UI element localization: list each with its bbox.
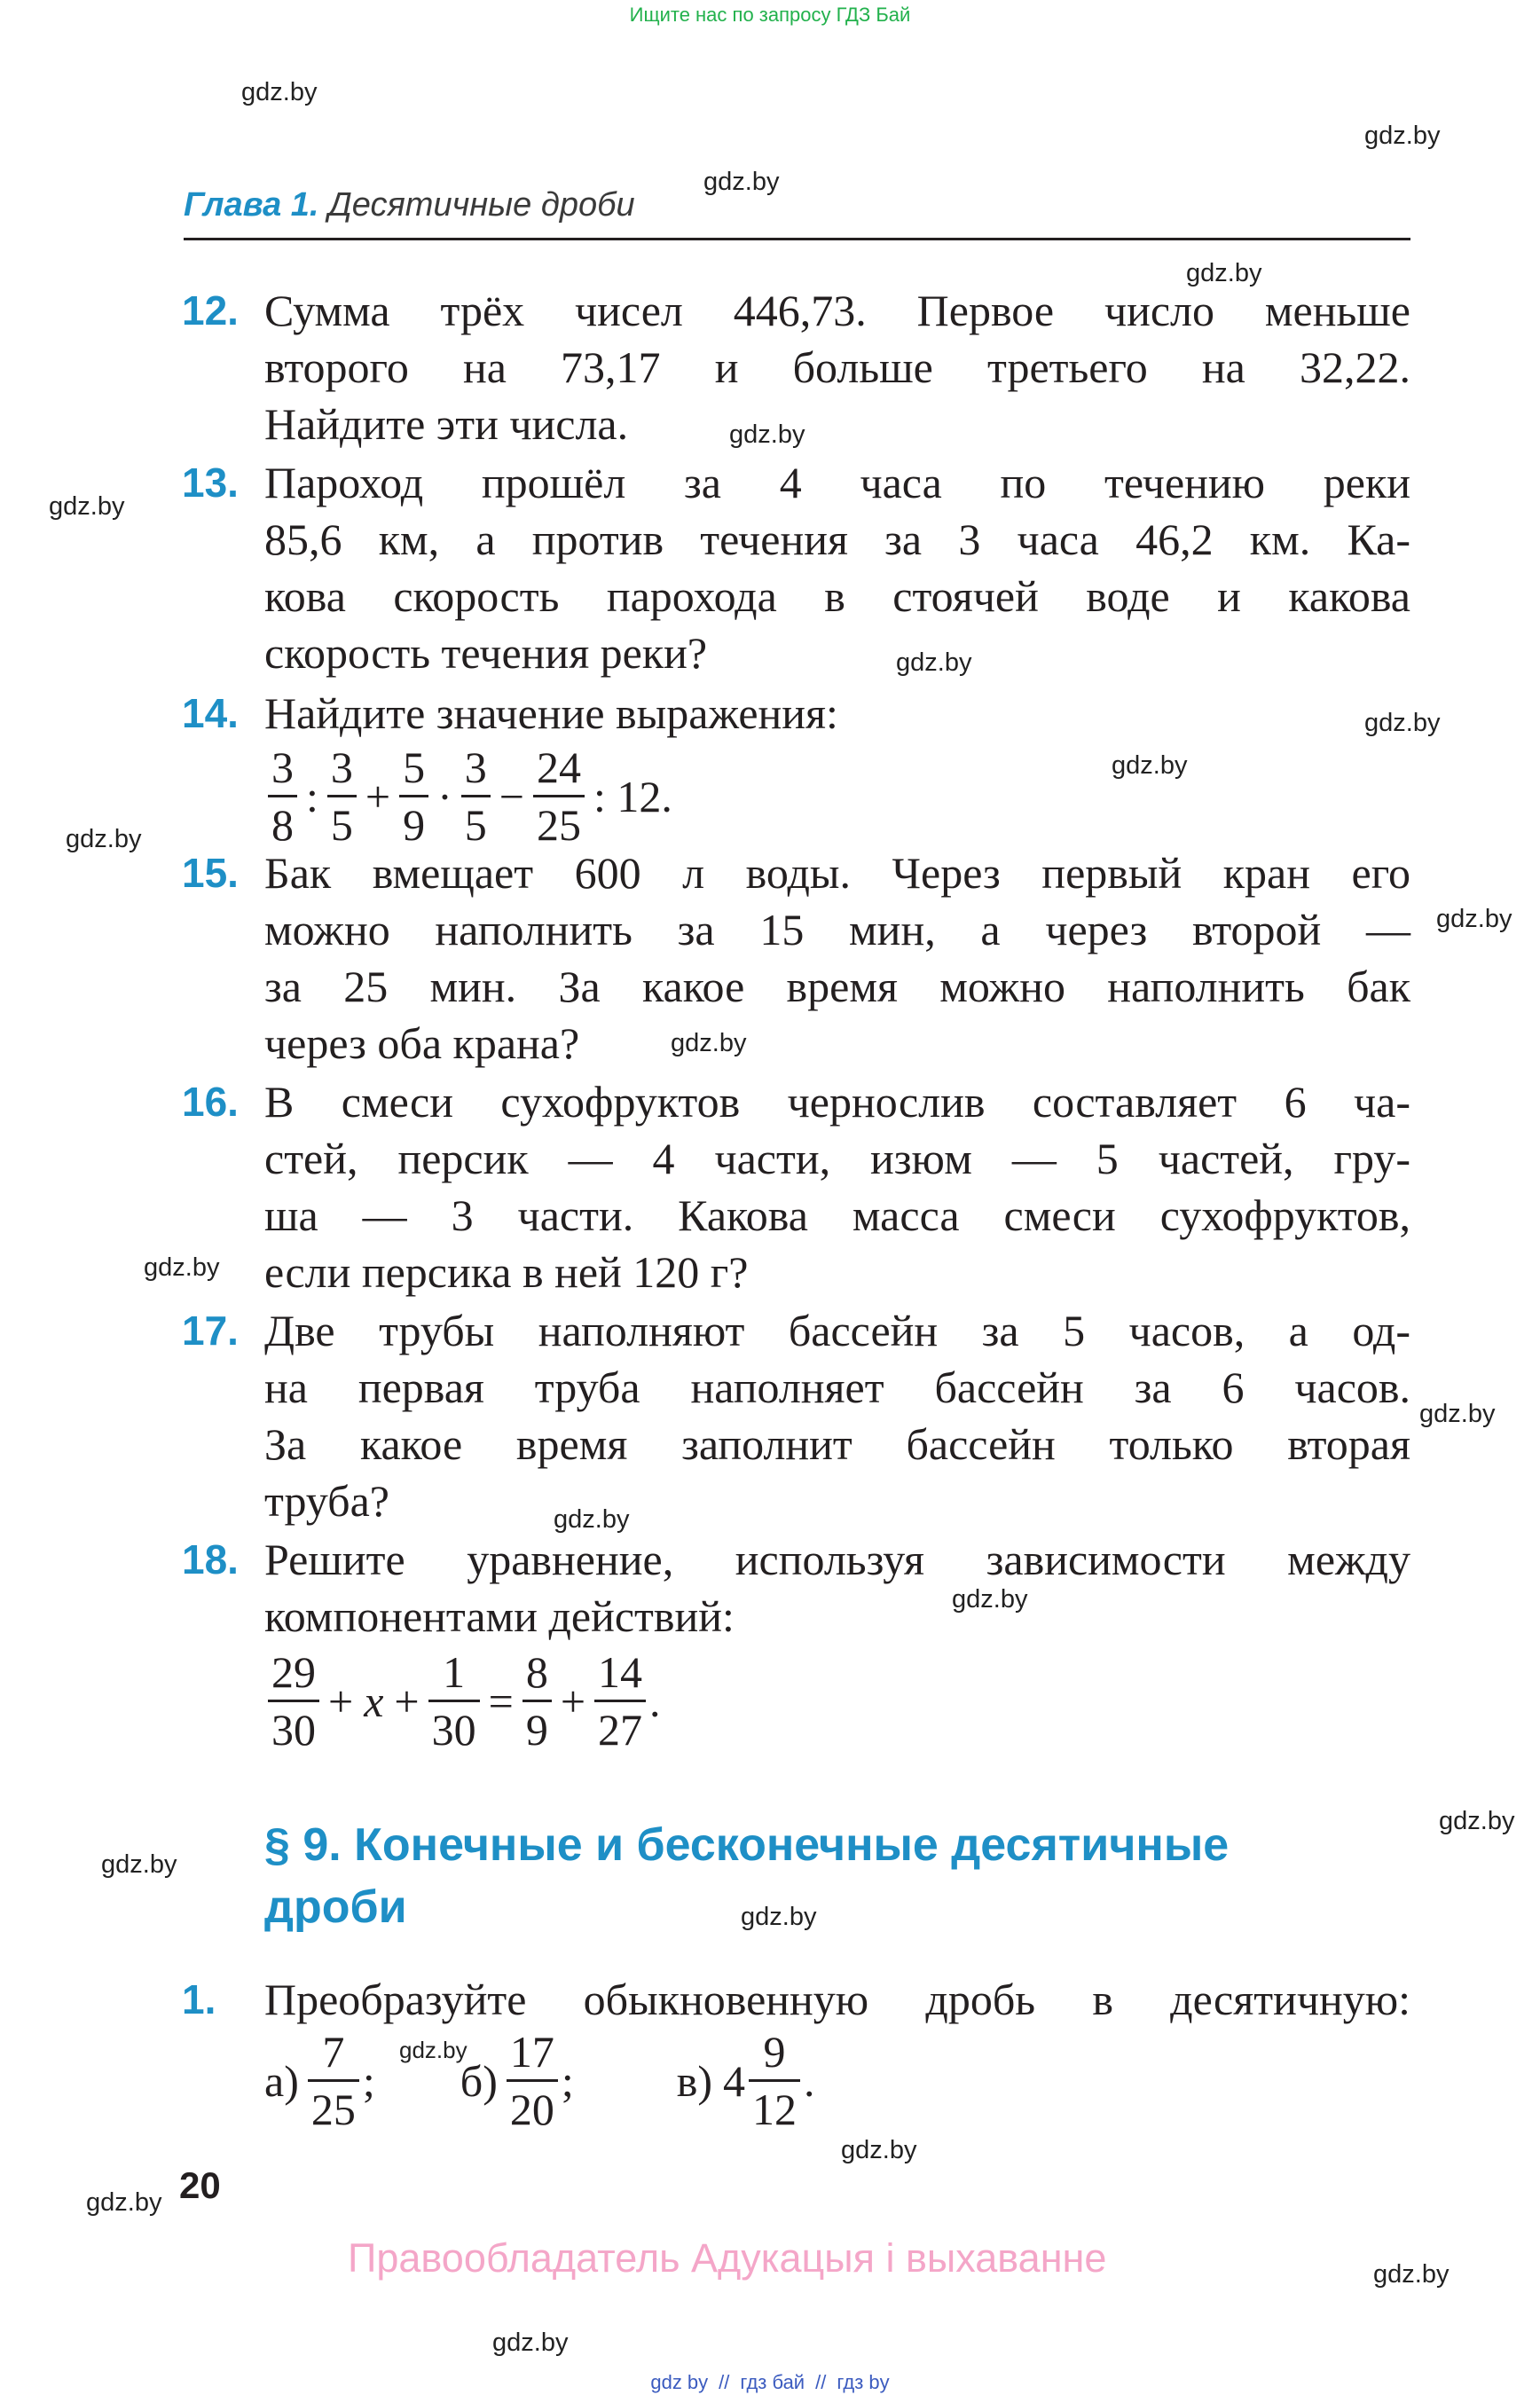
header-divider xyxy=(184,238,1410,240)
chapter-label: Глава 1. xyxy=(184,186,319,224)
problem-text-line: второго на 73,17 и больше третьего на 32,22. xyxy=(264,342,1410,392)
footer-links: gdz by // гдз бай // гдз by xyxy=(650,2371,890,2393)
problem-number: 16. xyxy=(182,1079,239,1125)
watermark: gdz.by xyxy=(1112,751,1188,780)
problem-text-line: ша — 3 части. Какова масса смеси сухофруктов, xyxy=(264,1190,1410,1240)
chapter-title: Десятичные дроби xyxy=(328,186,635,224)
fraction: $\frac{3}{5}$ xyxy=(327,745,357,847)
fraction: $\frac{5}{9}$ xyxy=(399,745,428,847)
problem-text-line: Преобразуйте обыкновенную дробь в десятичную: xyxy=(264,1975,1410,2024)
problem-number: 18. xyxy=(182,1536,239,1582)
watermark: gdz.by xyxy=(1364,709,1441,737)
problem-text-line: компонентами действий: xyxy=(264,1591,735,1641)
problem-text-line: Сумма трёх чисел 446,73. Первое число меньше xyxy=(264,286,1410,335)
equation: $\frac{29}{30}$ + x + $\frac{1}{30}$ = $\frac{8}{9}$ + $\frac{14}{27}$ . xyxy=(264,1650,666,1752)
problem-number: 14. xyxy=(182,690,239,736)
problem-text-line: Пароход прошёл за 4 часа по течению реки xyxy=(264,458,1410,507)
watermark: gdz.by xyxy=(144,1253,220,1282)
watermark: gdz.by xyxy=(1186,259,1262,287)
problem-text-line: труба? xyxy=(264,1476,389,1526)
problem-number: 1. xyxy=(182,1976,216,2022)
copyright-notice: Правообладатель Адукацыя і выхаванне xyxy=(348,2235,1107,2281)
fraction: $\frac{8}{9}$ xyxy=(522,1650,552,1752)
variable-x: x xyxy=(364,1676,384,1726)
problem-text-line: В смеси сухофруктов чернослив составляет 6 ча- xyxy=(264,1077,1410,1127)
watermark: gdz.by xyxy=(241,78,318,106)
watermark: gdz.by xyxy=(952,1585,1028,1614)
footer-link[interactable]: гдз бай xyxy=(740,2371,805,2393)
watermark: gdz.by xyxy=(554,1505,630,1534)
watermark: gdz.by xyxy=(1364,122,1441,150)
watermark: gdz.by xyxy=(1439,1807,1515,1835)
problem-text-line: Две трубы наполняют бассейн за 5 часов, а од- xyxy=(264,1306,1410,1355)
watermark: gdz.by xyxy=(49,492,125,521)
fraction: $\frac{3}{8}$ xyxy=(268,745,297,847)
expression: $\frac{3}{8}$ : $\frac{3}{5}$ + $\frac{5}{9}$ · $\frac{3}{5}$ − $\frac{24}{25}$ : 12. xyxy=(264,745,678,847)
fraction: $\frac{17}{20}$ xyxy=(507,2030,558,2132)
watermark: gdz.by xyxy=(741,1903,817,1931)
watermark: gdz.by xyxy=(86,2188,162,2217)
problem-text-line: кова скорость парохода в стоячей воде и какова xyxy=(264,571,1410,621)
problem-text-line: Бак вмещает 600 л воды. Через первый кран его xyxy=(264,848,1410,898)
problem-text-line: если персика в ней 120 г? xyxy=(264,1247,749,1297)
problem-text-line: За какое время заполнит бассейн только вторая xyxy=(264,1419,1410,1469)
watermark: gdz.by xyxy=(703,168,780,196)
top-banner: Ищите нас по запросу ГДЗ Бай xyxy=(629,4,911,26)
fraction: $\frac{1}{30}$ xyxy=(428,1650,480,1752)
watermark: gdz.by xyxy=(841,2136,917,2164)
problem-text-line: 85,6 км, а против течения за 3 часа 46,2 км. Ка- xyxy=(264,514,1410,564)
watermark: gdz.by xyxy=(1373,2260,1450,2289)
problem-text-line: через оба крана? xyxy=(264,1018,580,1068)
problem-text-line: за 25 мин. За какое время можно наполнить бак xyxy=(264,962,1410,1011)
fraction: $\frac{29}{30}$ xyxy=(268,1650,319,1752)
footer-link[interactable]: gdz by xyxy=(650,2371,709,2393)
problem-text-line: на первая труба наполняет бассейн за 6 часов. xyxy=(264,1362,1410,1412)
problem-text-line: Решите уравнение, используя зависимости между xyxy=(264,1535,1410,1584)
watermark: gdz.by xyxy=(1436,905,1512,933)
footer-link[interactable]: гдз by xyxy=(837,2371,890,2393)
problem-text-line: скорость течения реки? xyxy=(264,628,708,678)
problem-text-line: стей, персик — 4 части, изюм — 5 частей, гру- xyxy=(264,1134,1410,1183)
watermark: gdz.by xyxy=(671,1029,747,1057)
watermark: gdz.by xyxy=(101,1850,177,1879)
watermark: gdz.by xyxy=(492,2328,569,2357)
watermark: gdz.by xyxy=(399,2037,468,2063)
problem-number: 13. xyxy=(182,459,239,506)
fraction: $\frac{7}{25}$ xyxy=(308,2030,359,2132)
watermark: gdz.by xyxy=(729,420,805,449)
fraction: $\frac{24}{25}$ xyxy=(533,745,585,847)
watermark: gdz.by xyxy=(66,825,142,853)
page-number: 20 xyxy=(179,2164,221,2206)
problem-number: 12. xyxy=(182,287,239,334)
watermark: gdz.by xyxy=(896,648,972,677)
section-heading: § 9. Конечные и бесконечные десятичные дроби xyxy=(264,1819,1230,1933)
fraction: $\frac{14}{27}$ xyxy=(594,1650,646,1752)
chapter-header xyxy=(184,186,635,224)
watermark: gdz.by xyxy=(1419,1400,1496,1428)
problem-text-line: Найдите значение выражения: xyxy=(264,688,838,738)
problem-number: 15. xyxy=(182,850,239,896)
fraction: $\frac{3}{5}$ xyxy=(461,745,491,847)
problem-number: 17. xyxy=(182,1308,239,1354)
fraction: $\frac{9}{12}$ xyxy=(749,2030,800,2132)
problem-text-line: можно наполнить за 15 мин, а через второй — xyxy=(264,905,1410,954)
problem-text-line: Найдите эти числа. xyxy=(264,399,629,449)
exercise-items: а) $\frac{7}{25}$ ; б) $\frac{17}{20}$ ; в) 4 $\frac{9}{12}$ . xyxy=(264,2027,815,2134)
